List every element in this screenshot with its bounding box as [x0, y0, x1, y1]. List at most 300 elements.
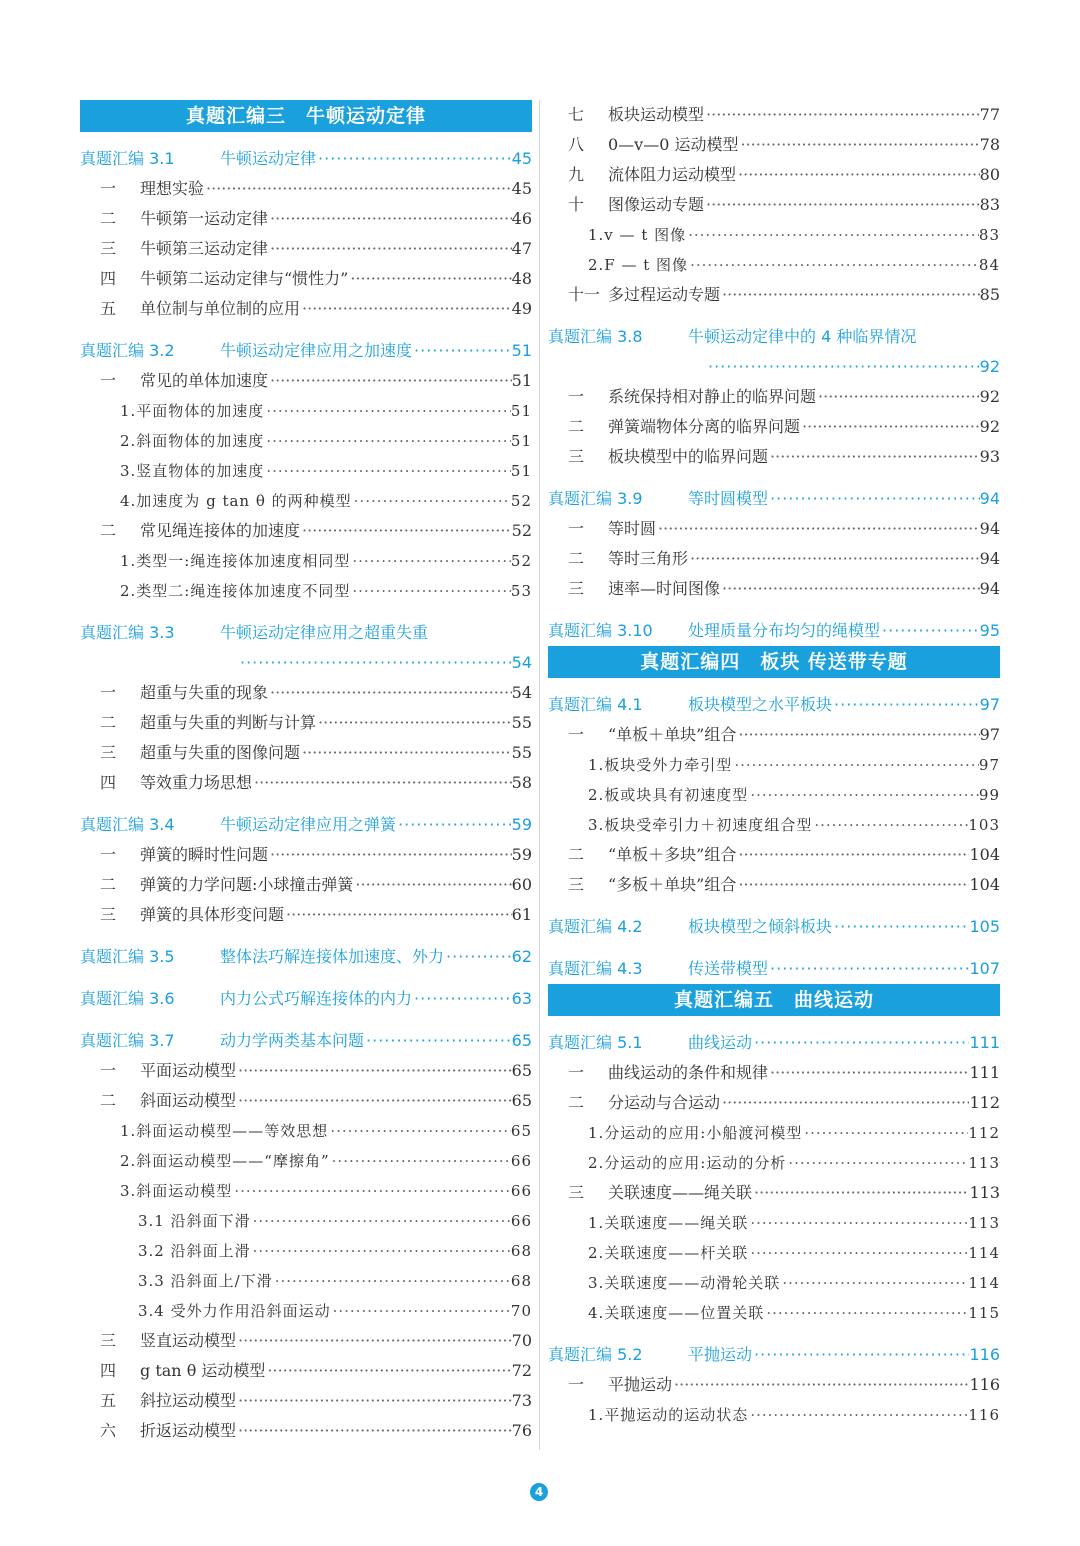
dot-leader	[268, 204, 512, 234]
section-page: 105	[969, 917, 1000, 936]
item-title: 4.加速度为 g tan θ 的两种模型	[120, 492, 352, 510]
item-title: 超重与失重的图像问题	[140, 743, 301, 762]
item-number: 二	[100, 1091, 117, 1110]
dot-leader	[736, 870, 969, 900]
section-page: 63	[511, 989, 532, 1008]
item-page: 77	[979, 105, 1000, 124]
item-page: 99	[978, 786, 1000, 804]
section-heading[interactable]	[80, 942, 532, 972]
section-page: 62	[511, 947, 532, 966]
item-number: 六	[100, 1421, 117, 1440]
toc-subitem[interactable]	[80, 1116, 532, 1146]
item-page: 61	[511, 905, 532, 924]
dot-leader	[236, 1086, 512, 1116]
item-page: 55	[511, 713, 532, 732]
toc-item[interactable]	[80, 516, 532, 546]
dot-leader	[444, 942, 512, 972]
section-id: 真题汇编 4.3	[548, 959, 643, 978]
section-heading-continued[interactable]	[80, 648, 532, 678]
item-number: 十一	[568, 285, 601, 304]
section-heading-continued[interactable]	[548, 352, 1000, 382]
dot-leader	[352, 486, 511, 516]
dot-leader	[268, 840, 512, 870]
item-page: 72	[511, 1361, 532, 1380]
item-title: 平抛运动	[608, 1375, 673, 1394]
item-title: g tan θ 运动模型	[140, 1361, 266, 1380]
item-title: 常见绳连接体的加速度	[140, 521, 301, 540]
dot-leader	[688, 250, 979, 280]
item-title: 关联速度——绳关联	[608, 1183, 753, 1202]
toc-item[interactable]	[80, 264, 532, 294]
section-title: 曲线运动	[688, 1033, 753, 1052]
toc-item[interactable]	[548, 1088, 1000, 1118]
dot-leader	[236, 1326, 512, 1356]
item-number: 三	[100, 743, 117, 762]
page-number-badge: 4	[530, 1483, 548, 1501]
item-title: 弹簧的具体形变问题	[140, 905, 285, 924]
section-page: 107	[969, 959, 1000, 978]
toc-item[interactable]	[548, 100, 1000, 130]
dot-leader	[300, 516, 512, 546]
column-divider	[539, 100, 540, 1450]
section-page: 51	[511, 341, 532, 360]
toc-subitem[interactable]	[548, 1400, 1000, 1430]
section-title: 整体法巧解连接体加速度、外力	[220, 947, 445, 966]
section-id: 真题汇编 4.1	[548, 695, 643, 714]
item-page: 104	[969, 875, 1000, 894]
item-number: 四	[100, 1361, 117, 1380]
item-title: 3.板块受牵引力＋初速度组合型	[588, 816, 813, 834]
toc-item[interactable]	[80, 900, 532, 930]
section-heading[interactable]	[80, 1026, 532, 1056]
dot-leader	[802, 1118, 968, 1148]
dot-leader	[732, 750, 979, 780]
item-number: 一	[568, 387, 585, 406]
section-title: 动力学两类基本问题	[220, 1031, 365, 1050]
item-page: 51	[511, 371, 532, 390]
dot-leader	[812, 810, 968, 840]
dot-leader	[328, 1116, 511, 1146]
dot-leader	[748, 1238, 968, 1268]
dot-leader	[704, 190, 980, 220]
item-page: 116	[968, 1406, 1000, 1424]
chapter-banner: 真题汇编五 曲线运动	[548, 984, 1000, 1016]
item-title: 弹簧端物体分离的临界问题	[608, 417, 801, 436]
section-page: 97	[979, 695, 1000, 714]
toc-item[interactable]	[548, 840, 1000, 870]
item-page: 68	[510, 1242, 532, 1260]
toc-subitem[interactable]	[548, 1208, 1000, 1238]
item-title: 弹簧的力学问题:小球撞击弹簧	[140, 875, 354, 894]
toc-subitem[interactable]	[80, 486, 532, 516]
section-id: 真题汇编 3.5	[80, 947, 175, 966]
item-title: 2.关联速度——杆关联	[588, 1244, 749, 1262]
item-title: “单板＋多块”组合	[608, 845, 737, 864]
section-title: 内力公式巧解连接体的内力	[220, 989, 413, 1008]
item-number: 一	[568, 1063, 585, 1082]
item-page: 113	[969, 1183, 1000, 1202]
section-page: 45	[511, 149, 532, 168]
toc-subitem[interactable]	[80, 1176, 532, 1206]
dot-leader	[252, 768, 512, 798]
item-page: 45	[511, 179, 532, 198]
item-page: 114	[968, 1274, 1000, 1292]
item-number: 三	[100, 239, 117, 258]
toc-item[interactable]	[80, 738, 532, 768]
item-number: 二	[568, 845, 585, 864]
dot-leader	[268, 678, 512, 708]
dot-leader	[720, 1088, 969, 1118]
item-title: 2.分运动的应用:运动的分析	[588, 1154, 787, 1172]
section-title: 牛顿运动定律应用之弹簧	[220, 815, 397, 834]
item-number: 一	[568, 725, 585, 744]
item-title: 弹簧的瞬时性问题	[140, 845, 269, 864]
item-number: 九	[568, 165, 585, 184]
toc-item[interactable]	[548, 442, 1000, 472]
dot-leader	[780, 1268, 968, 1298]
section-title: 传送带模型	[688, 959, 769, 978]
item-title: 牛顿第一运动定律	[140, 209, 269, 228]
item-page: 94	[979, 549, 1000, 568]
section-id: 真题汇编 3.9	[548, 489, 643, 508]
dot-leader	[768, 484, 980, 514]
item-page: 84	[978, 256, 1000, 274]
toc-subitem[interactable]	[548, 780, 1000, 810]
toc-subitem[interactable]	[548, 250, 1000, 280]
dot-leader	[720, 280, 980, 310]
dot-leader	[736, 160, 980, 190]
item-number: 二	[568, 1093, 585, 1112]
item-page: 48	[511, 269, 532, 288]
item-title: 折返运动模型	[140, 1421, 237, 1440]
section-heading[interactable]	[80, 336, 532, 366]
item-title: 牛顿第三运动定律	[140, 239, 269, 258]
item-page: 93	[979, 447, 1000, 466]
item-title: 等效重力场思想	[140, 773, 253, 792]
dot-leader	[748, 780, 979, 810]
toc-item[interactable]	[548, 190, 1000, 220]
item-title: 系统保持相对静止的临界问题	[608, 387, 817, 406]
toc-item[interactable]	[80, 840, 532, 870]
item-title: 斜面运动模型	[140, 1091, 237, 1110]
item-title: “多板＋单块”组合	[608, 875, 737, 894]
item-number: 三	[568, 1183, 585, 1202]
toc-subitem[interactable]	[80, 1236, 532, 1266]
toc-subitem[interactable]	[80, 1206, 532, 1236]
item-number: 十	[568, 195, 585, 214]
item-title: 超重与失重的判断与计算	[140, 713, 317, 732]
section-title: 处理质量分布均匀的绳模型	[688, 621, 881, 640]
toc-item[interactable]	[80, 294, 532, 324]
item-title: 2.板或块具有初速度型	[588, 786, 749, 804]
item-page: 115	[968, 1304, 1000, 1322]
section-id: 真题汇编 3.2	[80, 341, 175, 360]
toc-item[interactable]	[80, 1386, 532, 1416]
item-number: 三	[100, 905, 117, 924]
toc-subitem[interactable]	[548, 1148, 1000, 1178]
section-heading[interactable]	[548, 690, 1000, 720]
item-number: 七	[568, 105, 585, 124]
section-page: 111	[969, 1033, 1000, 1052]
toc-item[interactable]	[80, 1086, 532, 1116]
item-page: 112	[969, 1093, 1000, 1112]
item-page: 97	[979, 725, 1000, 744]
chapter-banner: 真题汇编四 板块 传送带专题	[548, 646, 1000, 678]
item-page: 92	[979, 417, 1000, 436]
item-title: 3.3 沿斜面上/下滑	[138, 1272, 273, 1290]
item-title: 板块运动模型	[608, 105, 705, 124]
item-page: 70	[510, 1302, 532, 1320]
dot-leader	[236, 1056, 512, 1086]
item-page: 65	[511, 1091, 532, 1110]
dot-leader	[330, 1146, 511, 1176]
item-title: 3.2 沿斜面上滑	[138, 1242, 251, 1260]
dot-leader	[704, 100, 980, 130]
dot-leader	[832, 690, 980, 720]
toc-subitem[interactable]	[80, 456, 532, 486]
item-number: 一	[100, 179, 117, 198]
item-title: 等时圆	[608, 519, 657, 538]
toc-item[interactable]	[548, 160, 1000, 190]
section-heading[interactable]	[548, 616, 1000, 646]
item-number: 一	[568, 1375, 585, 1394]
item-page: 51	[510, 462, 532, 480]
item-page: 83	[978, 226, 1000, 244]
toc-item[interactable]	[548, 382, 1000, 412]
dot-leader	[720, 574, 980, 604]
toc-subitem[interactable]	[80, 396, 532, 426]
dot-leader	[300, 294, 512, 324]
item-page: 51	[510, 402, 532, 420]
toc-item[interactable]	[80, 768, 532, 798]
toc-subitem[interactable]	[548, 750, 1000, 780]
section-title: 板块模型之水平板块	[688, 695, 833, 714]
toc-subitem[interactable]	[548, 220, 1000, 250]
dot-leader	[768, 954, 969, 984]
item-title: 1.类型一:绳连接体加速度相同型	[120, 552, 351, 570]
section-heading[interactable]	[548, 1028, 1000, 1058]
item-title: 1.分运动的应用:小船渡河模型	[588, 1124, 803, 1142]
item-page: 52	[511, 521, 532, 540]
dot-leader	[204, 174, 512, 204]
section-page: 116	[969, 1345, 1000, 1364]
dot-leader	[236, 1386, 512, 1416]
dot-leader	[748, 1400, 968, 1430]
item-page: 59	[511, 845, 532, 864]
toc-item[interactable]	[548, 870, 1000, 900]
item-title: 1.关联速度——绳关联	[588, 1214, 749, 1232]
item-number: 三	[568, 875, 585, 894]
item-title: “单板＋单块”组合	[608, 725, 737, 744]
item-title: 板块模型中的临界问题	[608, 447, 769, 466]
dot-leader	[316, 144, 512, 174]
dot-leader	[396, 810, 512, 840]
section-id: 真题汇编 3.6	[80, 989, 175, 1008]
toc-item[interactable]	[548, 1178, 1000, 1208]
dot-leader	[265, 1356, 511, 1386]
section-heading[interactable]	[80, 144, 532, 174]
dot-leader	[353, 870, 511, 900]
item-page: 116	[969, 1375, 1000, 1394]
section-page: 59	[511, 815, 532, 834]
item-title: 0—v—0 运动模型	[608, 135, 739, 154]
toc-subitem[interactable]	[548, 1268, 1000, 1298]
toc-item[interactable]	[80, 870, 532, 900]
item-page: 103	[968, 816, 1000, 834]
section-id: 真题汇编 3.10	[548, 621, 653, 640]
section-heading[interactable]	[548, 954, 1000, 984]
dot-leader	[752, 1178, 969, 1208]
item-page: 113	[968, 1214, 1000, 1232]
section-heading[interactable]	[80, 618, 532, 648]
item-number: 二	[100, 521, 117, 540]
toc-subitem[interactable]	[80, 426, 532, 456]
item-page: 114	[968, 1244, 1000, 1262]
item-title: 3.斜面运动模型	[120, 1182, 233, 1200]
item-number: 一	[100, 1061, 117, 1080]
item-page: 49	[511, 299, 532, 318]
item-title: 理想实验	[140, 179, 205, 198]
item-page: 52	[510, 492, 532, 510]
item-page: 76	[511, 1421, 532, 1440]
section-heading[interactable]	[548, 322, 1000, 352]
toc-item[interactable]	[80, 366, 532, 396]
item-title: 竖直运动模型	[140, 1331, 237, 1350]
item-number: 一	[568, 519, 585, 538]
item-title: 速率—时间图像	[608, 579, 721, 598]
dot-leader	[739, 130, 980, 160]
item-page: 83	[979, 195, 1000, 214]
toc-subitem[interactable]	[548, 1298, 1000, 1328]
toc-item[interactable]	[548, 574, 1000, 604]
section-heading[interactable]	[80, 810, 532, 840]
toc-item[interactable]	[548, 544, 1000, 574]
item-title: 1.斜面运动模型——等效思想	[120, 1122, 329, 1140]
dot-leader	[268, 234, 512, 264]
item-title: 1.板块受外力牵引型	[588, 756, 733, 774]
item-title: 常见的单体加速度	[140, 371, 269, 390]
dot-leader	[832, 912, 969, 942]
item-number: 一	[100, 371, 117, 390]
section-heading[interactable]	[548, 484, 1000, 514]
toc-item[interactable]	[548, 130, 1000, 160]
toc-subitem[interactable]	[548, 1118, 1000, 1148]
section-id: 真题汇编 3.8	[548, 327, 643, 346]
item-page: 94	[979, 519, 1000, 538]
item-page: 70	[511, 1331, 532, 1350]
toc-subitem[interactable]	[80, 1296, 532, 1326]
toc-item[interactable]	[80, 678, 532, 708]
toc-subitem[interactable]	[80, 576, 532, 606]
section-id: 真题汇编 3.4	[80, 815, 175, 834]
item-page: 92	[979, 387, 1000, 406]
item-page: 46	[511, 209, 532, 228]
dot-leader	[768, 1058, 969, 1088]
dot-leader	[656, 514, 980, 544]
dot-leader	[331, 1296, 511, 1326]
item-title: 3.1 沿斜面下滑	[138, 1212, 251, 1230]
section-title: 牛顿运动定律应用之加速度	[220, 341, 413, 360]
dot-leader	[350, 546, 511, 576]
dot-leader	[786, 1148, 968, 1178]
dot-leader	[264, 456, 511, 486]
item-title: 3.竖直物体的加速度	[120, 462, 265, 480]
toc-subitem[interactable]	[80, 546, 532, 576]
toc-item[interactable]	[80, 234, 532, 264]
dot-leader	[800, 412, 980, 442]
item-page: 80	[979, 165, 1000, 184]
item-page: 68	[510, 1272, 532, 1290]
dot-leader	[284, 900, 512, 930]
item-title: 斜拉运动模型	[140, 1391, 237, 1410]
item-number: 五	[100, 1391, 117, 1410]
item-page: 104	[969, 845, 1000, 864]
dot-leader	[268, 366, 512, 396]
item-title: 2.类型二:绳连接体加速度不同型	[120, 582, 351, 600]
item-page: 113	[968, 1154, 1000, 1172]
section-heading[interactable]	[548, 912, 1000, 942]
dot-leader	[316, 708, 512, 738]
toc-item[interactable]	[80, 204, 532, 234]
toc-item[interactable]	[80, 1356, 532, 1386]
toc-item[interactable]	[80, 1056, 532, 1086]
dot-leader	[752, 1028, 969, 1058]
dot-leader	[764, 1298, 968, 1328]
section-heading[interactable]	[80, 984, 532, 1014]
section-id: 真题汇编 4.2	[548, 917, 643, 936]
item-page: 65	[510, 1122, 532, 1140]
item-number: 一	[100, 683, 117, 702]
toc-item[interactable]	[548, 720, 1000, 750]
toc-item[interactable]	[548, 1058, 1000, 1088]
item-title: 牛顿第二运动定律与“惯性力”	[140, 269, 349, 288]
toc-item[interactable]	[548, 412, 1000, 442]
dot-leader	[768, 442, 980, 472]
section-heading[interactable]	[548, 1340, 1000, 1370]
toc-subitem[interactable]	[80, 1266, 532, 1296]
section-id: 真题汇编 5.1	[548, 1033, 643, 1052]
item-number: 八	[568, 135, 585, 154]
dot-leader	[251, 1206, 511, 1236]
section-id: 真题汇编 5.2	[548, 1345, 643, 1364]
toc-item[interactable]	[548, 1370, 1000, 1400]
toc-item[interactable]	[80, 1416, 532, 1446]
dot-leader	[412, 336, 512, 366]
toc-item[interactable]	[80, 708, 532, 738]
toc-item[interactable]	[80, 174, 532, 204]
toc-subitem[interactable]	[548, 1238, 1000, 1268]
dot-leader	[232, 1176, 511, 1206]
toc-right-column	[548, 100, 1000, 1430]
toc-item[interactable]	[80, 1326, 532, 1356]
dot-leader	[264, 426, 511, 456]
section-id: 真题汇编 3.7	[80, 1031, 175, 1050]
dot-leader	[264, 396, 511, 426]
item-page: 112	[968, 1124, 1000, 1142]
item-number: 二	[568, 549, 585, 568]
toc-subitem[interactable]	[80, 1146, 532, 1176]
dot-leader	[736, 840, 969, 870]
chapter-banner: 真题汇编三 牛顿运动定律	[80, 100, 532, 132]
toc-item[interactable]	[548, 280, 1000, 310]
toc-item[interactable]	[548, 514, 1000, 544]
item-number: 二	[100, 875, 117, 894]
dot-leader	[273, 1266, 511, 1296]
item-page: 55	[511, 743, 532, 762]
item-page: 66	[510, 1152, 532, 1170]
section-page: 95	[979, 621, 1000, 640]
toc-subitem[interactable]	[548, 810, 1000, 840]
